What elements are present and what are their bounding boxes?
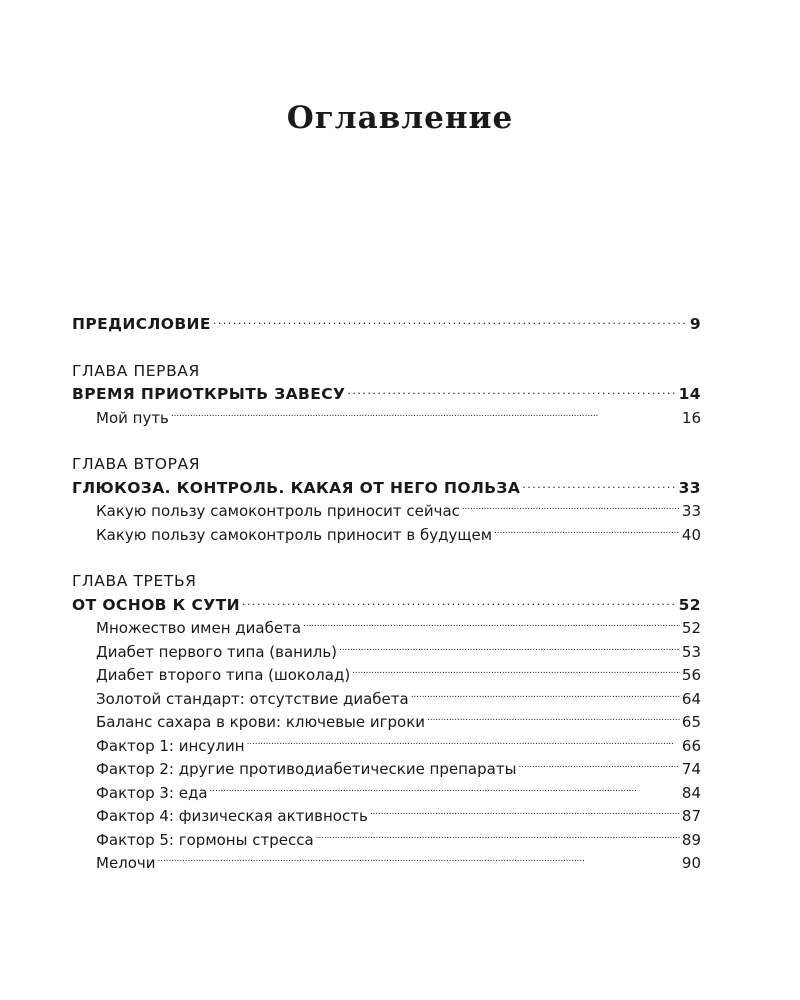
toc-entry-page: 74 — [681, 760, 701, 778]
toc-entry-page: 90 — [681, 854, 701, 872]
dot-leader — [303, 617, 680, 641]
dot-leader — [494, 524, 680, 548]
dot-leader — [411, 688, 680, 712]
toc-entry-section[interactable] — [72, 782, 701, 806]
toc-entry-page: 66 — [681, 736, 701, 755]
toc-entry-page: 56 — [681, 666, 701, 684]
dot-leader — [339, 641, 680, 665]
toc-entry-section[interactable] — [72, 735, 701, 759]
toc-entry-page: 52 — [681, 619, 701, 637]
toc-entry-label: Баланс сахара в крови: ключевые игроки — [96, 713, 426, 731]
toc-entry-section[interactable] — [72, 524, 701, 548]
toc-entry-label: ОТ ОСНОВ К СУТИ — [72, 595, 240, 614]
toc-entry-label: Какую пользу самоконтроль приносит сейчас — [96, 502, 460, 520]
toc-entry-label: ВРЕМЯ ПРИОТКРЫТЬ ЗАВЕСУ — [72, 385, 346, 403]
toc-entry-page: 52 — [678, 595, 701, 614]
dot-leader — [518, 758, 679, 782]
dot-leader — [427, 711, 680, 735]
toc-entry-label: Мелочи — [96, 854, 156, 872]
toc-entry-label: Диабет первого типа (ваниль) — [96, 642, 338, 661]
toc-entry-page: 14 — [678, 385, 701, 403]
dot-leader — [158, 852, 680, 876]
toc-entry-label: Фактор 5: гормоны стресса — [96, 830, 314, 849]
toc-entry-section[interactable] — [72, 688, 701, 712]
dot-leader — [347, 383, 676, 407]
toc-entry-section[interactable] — [72, 641, 701, 665]
chapter-heading: ГЛАВА ТРЕТЬЯ — [72, 572, 197, 590]
dot-leader — [316, 829, 680, 853]
toc-entry-section[interactable] — [72, 805, 701, 829]
dot-leader — [462, 500, 680, 524]
toc-entry-page: 84 — [681, 783, 701, 802]
dot-leader — [242, 594, 677, 618]
dot-leader — [352, 664, 680, 688]
toc-entry-label: Фактор 2: другие противодиабетические препараты — [96, 760, 517, 778]
toc-entry-label: Мой путь — [96, 408, 169, 427]
toc-entry-chapter[interactable] — [72, 383, 701, 407]
toc-entry-page: 53 — [681, 642, 701, 661]
toc-entry-page: 87 — [681, 807, 701, 825]
toc-entry-label: ПРЕДИСЛОВИЕ — [72, 315, 211, 333]
dot-leader — [370, 805, 680, 829]
toc-entry-section[interactable] — [72, 617, 701, 641]
toc-entry-page: 33 — [681, 502, 701, 520]
table-of-contents — [72, 313, 701, 876]
chapter-heading: ГЛАВА ПЕРВАЯ — [72, 361, 200, 380]
toc-entry-page: 89 — [681, 830, 701, 849]
dot-leader — [247, 735, 680, 759]
toc-entry-section[interactable] — [72, 407, 701, 431]
toc-entry-label: ГЛЮКОЗА. КОНТРОЛЬ. КАКАЯ ОТ НЕГО ПОЛЬЗА — [72, 478, 521, 497]
toc-entry-section[interactable] — [72, 664, 701, 688]
toc-entry-label: Диабет второго типа (шоколад) — [96, 666, 351, 684]
toc-entry-label: Фактор 1: инсулин — [96, 736, 245, 755]
dot-leader — [210, 782, 680, 806]
dot-leader — [213, 313, 688, 337]
toc-entry-label: Золотой стандарт: отсутствие диабета — [96, 689, 409, 708]
page-title: Оглавление — [286, 100, 514, 136]
toc-entry-section[interactable] — [72, 852, 701, 876]
toc-entry-section[interactable] — [72, 829, 701, 853]
toc-entry-section[interactable] — [72, 711, 701, 735]
toc-entry-page: 40 — [681, 525, 701, 544]
dot-leader — [522, 477, 676, 501]
toc-entry-preface[interactable] — [72, 313, 701, 337]
dot-leader — [171, 407, 680, 431]
toc-entry-section[interactable] — [72, 500, 701, 524]
toc-entry-page: 16 — [681, 408, 701, 427]
toc-entry-label: Фактор 3: еда — [96, 783, 208, 802]
toc-entry-chapter[interactable] — [72, 477, 701, 501]
toc-entry-page: 9 — [689, 315, 701, 333]
toc-entry-label: Фактор 4: физическая активность — [96, 807, 368, 825]
toc-entry-chapter[interactable] — [72, 594, 701, 618]
toc-entry-label: Множество имен диабета — [96, 619, 302, 637]
toc-entry-section[interactable] — [72, 758, 701, 782]
toc-entry-page: 65 — [681, 713, 701, 731]
chapter-heading: ГЛАВА ВТОРАЯ — [72, 455, 201, 473]
toc-entry-label: Какую пользу самоконтроль приносит в будущем — [96, 525, 493, 544]
toc-entry-page: 64 — [681, 689, 701, 708]
toc-entry-page: 33 — [678, 478, 701, 497]
